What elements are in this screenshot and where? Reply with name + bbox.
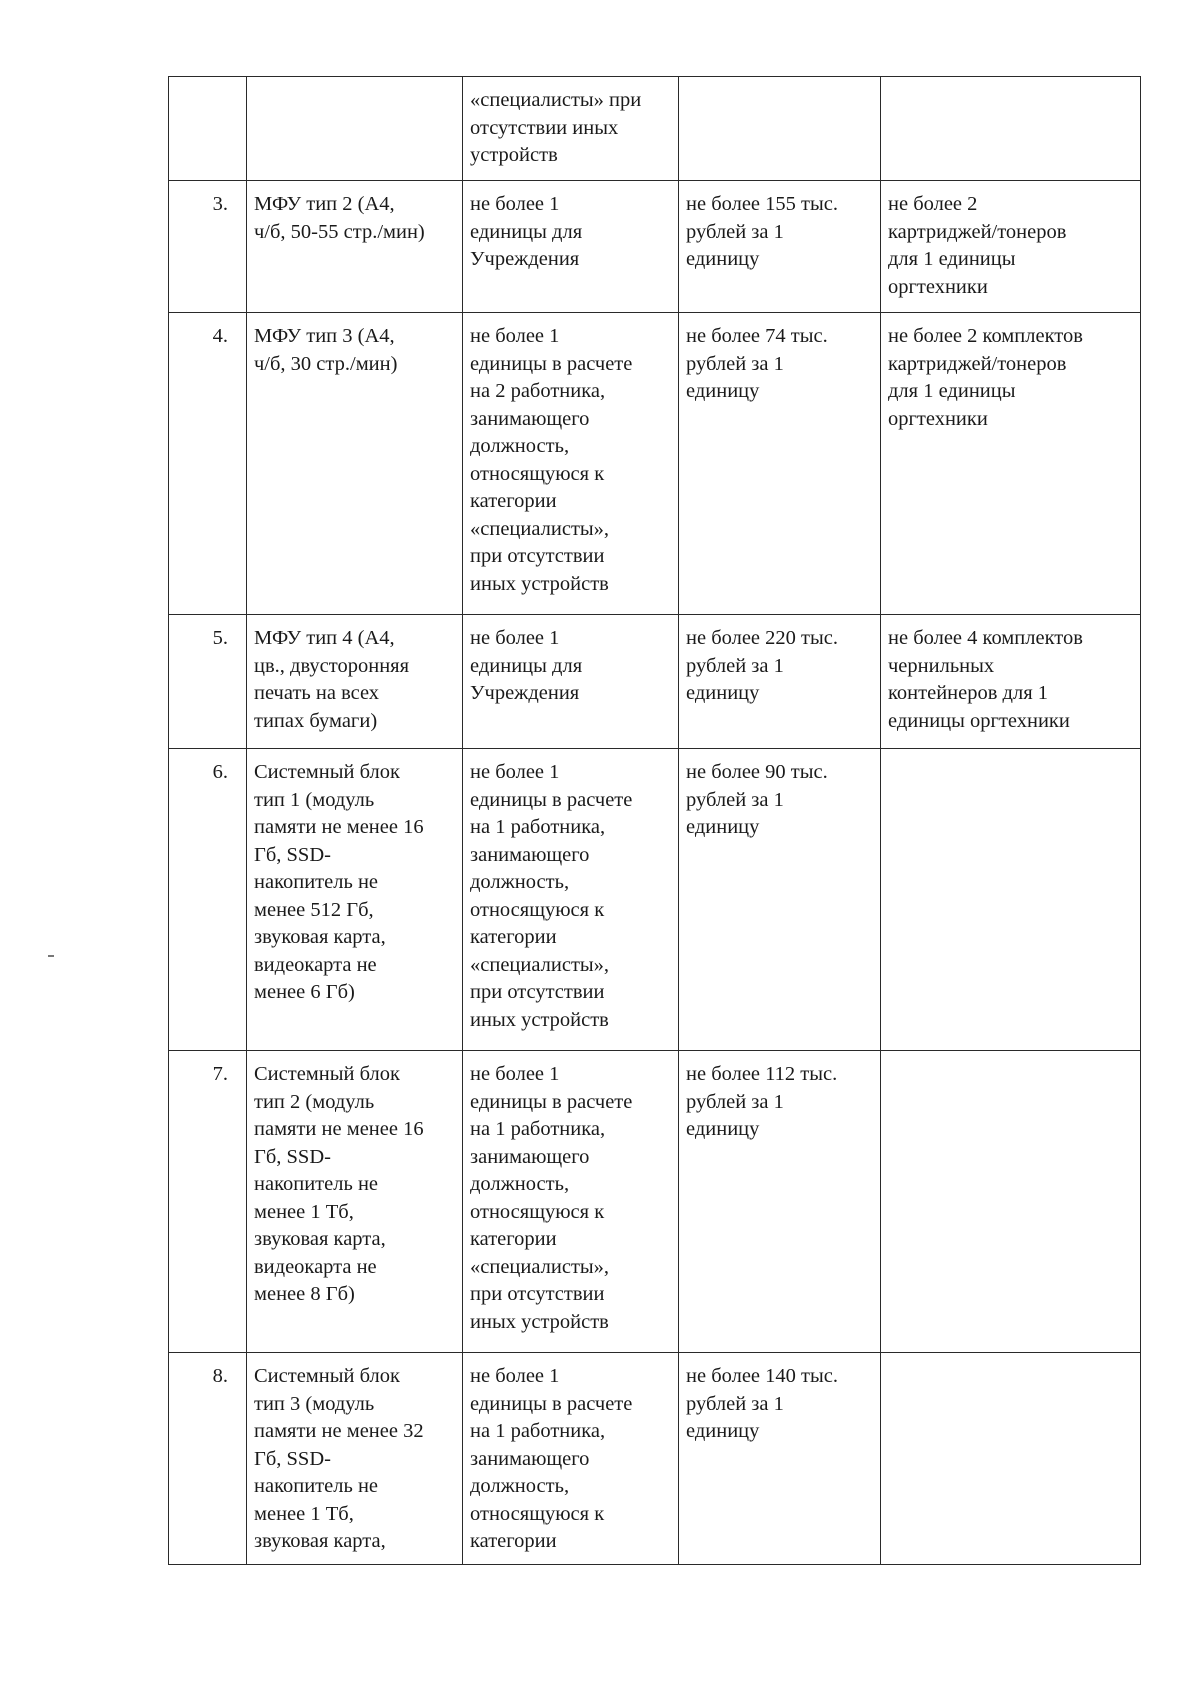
row-number: 3.: [169, 181, 247, 313]
equipment-name: МФУ тип 4 (А4, цв., двусторонняя печать на всех типах бумаги): [247, 615, 463, 749]
row-number: 6.: [169, 749, 247, 1051]
quantity-norm: «специалисты» при отсутствии иных устройств: [463, 77, 679, 181]
table-row: [169, 77, 1141, 181]
table-row: [169, 749, 1141, 1051]
equipment-name: МФУ тип 2 (А4, ч/б, 50-55 стр./мин): [247, 181, 463, 313]
equipment-norms-table: [168, 76, 1141, 1565]
table-row: [169, 313, 1141, 615]
row-number: 7.: [169, 1051, 247, 1353]
consumables-norm: не более 2 картриджей/тонеров для 1 единицы оргтехники: [881, 181, 1141, 313]
price-norm: не более 220 тыс. рублей за 1 единицу: [679, 615, 881, 749]
consumables-norm: не более 4 комплектов чернильных контейнеров для 1 единицы оргтехники: [881, 615, 1141, 749]
row-number: [169, 77, 247, 181]
equipment-name: Системный блок тип 1 (модуль памяти не менее 16 Гб, SSD- накопитель не менее 512 Гб, звуковая карта, видеокарта не менее 6 Гб): [247, 749, 463, 1051]
table-row: [169, 615, 1141, 749]
table-row: [169, 181, 1141, 313]
quantity-norm: не более 1 единицы в расчете на 1 работника, занимающего должность, относящуюся к категории «специалисты», при отсутствии иных устройств: [463, 749, 679, 1051]
row-number: 4.: [169, 313, 247, 615]
price-norm: не более 140 тыс. рублей за 1 единицу: [679, 1353, 881, 1565]
price-norm: не более 155 тыс. рублей за 1 единицу: [679, 181, 881, 313]
scan-artifact: [48, 955, 54, 957]
table-row: [169, 1353, 1141, 1565]
consumables-norm: [881, 77, 1141, 181]
equipment-name: МФУ тип 3 (А4, ч/б, 30 стр./мин): [247, 313, 463, 615]
quantity-norm: не более 1 единицы для Учреждения: [463, 181, 679, 313]
table-row: [169, 1051, 1141, 1353]
quantity-norm: не более 1 единицы в расчете на 1 работника, занимающего должность, относящуюся к категории: [463, 1353, 679, 1565]
price-norm: не более 90 тыс. рублей за 1 единицу: [679, 749, 881, 1051]
consumables-norm: [881, 749, 1141, 1051]
price-norm: не более 74 тыс. рублей за 1 единицу: [679, 313, 881, 615]
consumables-norm: не более 2 комплектов картриджей/тонеров для 1 единицы оргтехники: [881, 313, 1141, 615]
consumables-norm: [881, 1051, 1141, 1353]
equipment-name: Системный блок тип 2 (модуль памяти не менее 16 Гб, SSD- накопитель не менее 1 Тб, звуковая карта, видеокарта не менее 8 Гб): [247, 1051, 463, 1353]
equipment-name: [247, 77, 463, 181]
consumables-norm: [881, 1353, 1141, 1565]
quantity-norm: не более 1 единицы в расчете на 1 работника, занимающего должность, относящуюся к категории «специалисты», при отсутствии иных устройств: [463, 1051, 679, 1353]
equipment-name: Системный блок тип 3 (модуль памяти не менее 32 Гб, SSD- накопитель не менее 1 Тб, звуковая карта,: [247, 1353, 463, 1565]
quantity-norm: не более 1 единицы в расчете на 2 работника, занимающего должность, относящуюся к категории «специалисты», при отсутствии иных устройств: [463, 313, 679, 615]
row-number: 5.: [169, 615, 247, 749]
price-norm: не более 112 тыс. рублей за 1 единицу: [679, 1051, 881, 1353]
row-number: 8.: [169, 1353, 247, 1565]
quantity-norm: не более 1 единицы для Учреждения: [463, 615, 679, 749]
price-norm: [679, 77, 881, 181]
